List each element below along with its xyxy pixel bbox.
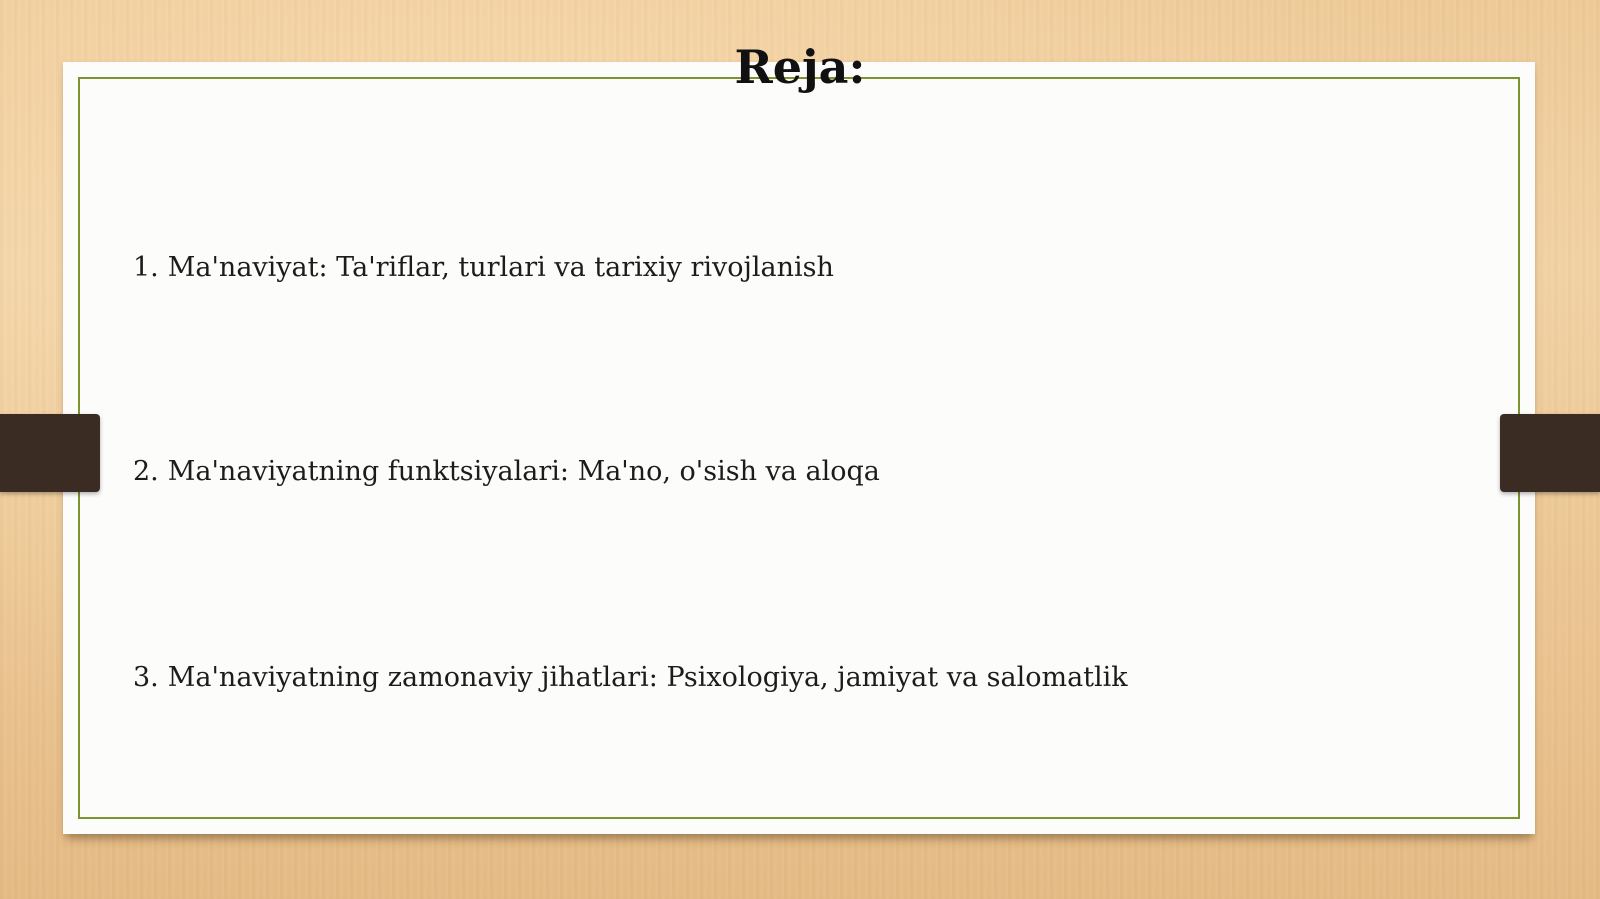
slide-border-frame (78, 77, 1520, 819)
plan-item-1 (133, 252, 834, 284)
plan-item-text: Ma'naviyatning funktsiyalari: Ma'no, o'sish va aloqa (167, 456, 880, 487)
plan-item-2 (133, 456, 880, 488)
plan-item-text: Ma'naviyatning zamonaviy jihatlari: Psixologiya, jamiyat va salomatlik (167, 662, 1128, 693)
plan-item-number: 1. (133, 252, 159, 283)
plan-item-3 (133, 662, 1128, 694)
slide-title: Reja: (734, 40, 866, 94)
left-binder-clip (0, 414, 100, 492)
plan-item-number: 3. (133, 662, 159, 693)
plan-item-text: Ma'naviyat: Ta'riflar, turlari va tarixiy rivojlanish (167, 252, 834, 283)
right-binder-clip (1500, 414, 1600, 492)
slide-card (63, 62, 1535, 834)
plan-item-number: 2. (133, 456, 159, 487)
